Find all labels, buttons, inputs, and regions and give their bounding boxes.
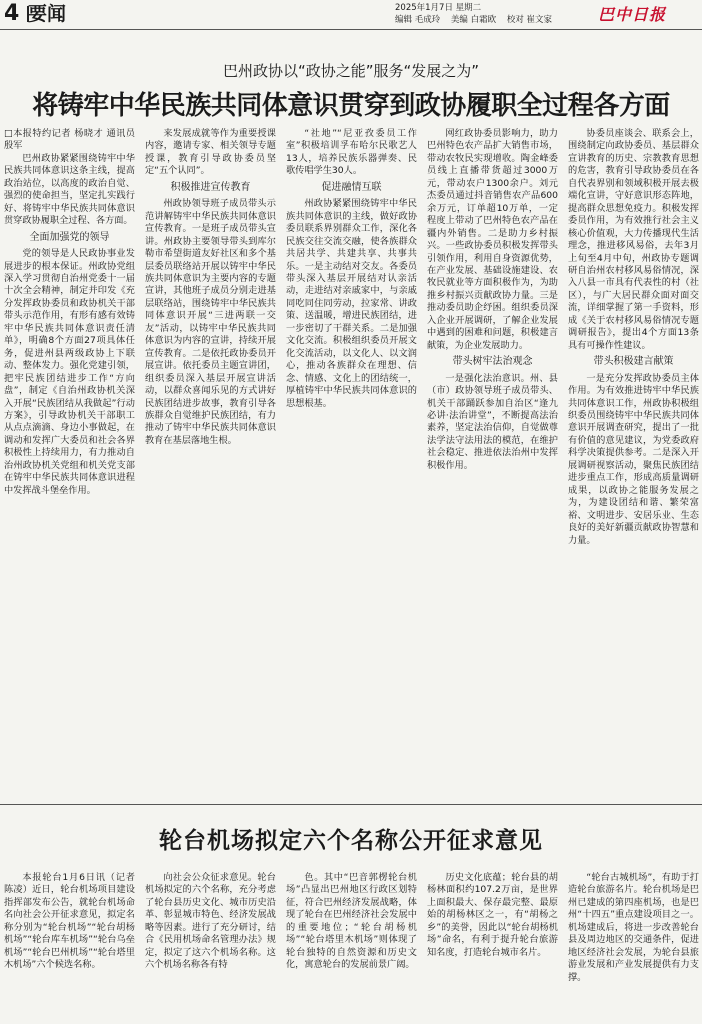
header-rule — [0, 29, 702, 30]
article-column — [427, 128, 558, 796]
section-subheading: 积极推进宣传教育 — [170, 181, 251, 193]
editor: 编辑 毛成玲 — [395, 15, 441, 25]
editor-credits — [395, 13, 560, 25]
article-column — [145, 128, 276, 796]
article-subtitle: 巴州政协以“政协之能”服务“发展之为” — [222, 62, 480, 80]
paragraph: 党的领导是人民政协事业发展进步的根本保证。州政协党组深入学习贯彻自治州党委十一届十次全会精神，制定并印发《充分发挥政协委员和政协机关干部带头示范作用，有形有感有效铸牢中华民族共同体意识责任清单》，明确8个方面27项具体任务，促进州县两级政协上下联动、整体发力。强化党建引领，把牢民族团结进步工作“方向盘”，制定《自治州政协机关深入开展“民族团结从我做起”行动方案》，引导政协机关干部职工从点点滴滴、身边小事做起，在调动和发挥广大委员和社会各界积极性上持续用力，有力推动自治州政协机关党组和机关党支部在铸牢中华民族共同体意识进程中发挥战斗堡垒作用。 — [4, 248, 135, 496]
article2-column — [286, 872, 417, 1022]
paragraph: 网红政协委员影响力，助力巴州特色农产品扩大销售市场，带动农牧民实现增收。陶金峰委员线上直播带货超过3000万元，带动农户1300余户。刘元杰委员通过抖音销售农产品600余万元，订单超10万单，一定程度上带动了巴州特色农产品在疆内外销售。二是助力乡村振兴。一些政协委员积极发挥带头引领作用，利用自身资源优势，在产业发展、基础设施建设、农牧民就业等方面积极作为，为助推乡村振兴贡献政协力量。三是推动委员助企纾困。组织委员深入企业开展调研，了解企业发展中遇到的困难和问题，积极建言献策，为企业发展助力。 — [427, 128, 558, 351]
newspaper-masthead: 巴中日报 — [598, 5, 667, 24]
section-subheading: 带头树牢法治观念 — [452, 356, 533, 368]
paragraph: 协委员座谈会、联系会上，围绕制定向政协委员、基层群众宣讲教育的历史、宗教教育思想的危害，教育引导政协委员在各自代表界别和领域积极开展去极端化宣讲，守好意识形态阵地，提高群众思想免疫力。积极发挥委员作用，为有效推行社会主义核心价值观，大力传播现代生活理念，推进移风易俗，去年3月上旬至4月中旬，州政协专题调研自治州农村移风易俗情况，深入八县一市具有代表性的村（社区），与广大居民群众面对面交流，详细掌握了第一手资料，形成《关于农村移风易俗情况专题调研报告》，提出4个方面13条具有可操作性建议。 — [568, 128, 699, 351]
paragraph: 本报轮台1月6日讯（记者 陈凌）近日，轮台机场项目建设指挥部发布公告，就轮台机场命名向社会公开征求意见，拟定名称分别为“轮台机场”“轮台胡杨机场”“轮台库车机场”“轮台乌垒机场”“轮台巴州机场”“轮台塔里木机场”六个候选名称。 — [4, 872, 135, 971]
article-column — [4, 128, 135, 796]
proofreader: 校对 崔文家 — [506, 15, 553, 25]
section-subheading: 促进融情互联 — [321, 181, 382, 193]
article2-column — [4, 872, 135, 1022]
article-separator — [0, 804, 702, 805]
article2-column — [568, 872, 699, 1022]
article-byline: □本报特约记者 杨晓才 通讯员 殷军 — [4, 128, 135, 152]
paragraph: 来发展成就等作为重要授课内容，邀请专家、相关领导专题授课，教育引导政协委员坚定“五个认同”。 — [145, 128, 276, 177]
page-header — [0, 0, 702, 28]
article-column — [286, 128, 417, 796]
paragraph: 一是充分发挥政协委员主体作用。为有效推进铸牢中华民族共同体意识工作，州政协积极组织委员围绕铸牢中华民族共同体意识开展调查研究，提出了一批有价值的意见建议，为党委政府科学决策提供参考。二是深入开展调研视察活动，聚焦民族团结进步重点工作，形成高质量调研成果，以政协之能服务发展之为，为建设团结和谐、繁荣富裕、文明进步、安居乐业、生态良好的美好新疆贡献政协智慧和力量。 — [568, 372, 699, 546]
issue-date: 2025年1月7日 星期二 — [395, 3, 482, 13]
section-subheading: 带头积极建言献策 — [593, 356, 674, 368]
article2-headline: 轮台机场拟定六个名称公开征求意见 — [159, 828, 543, 854]
article2-body — [4, 872, 700, 1022]
paragraph: 历史文化底蕴；轮台县的胡杨林面积约107.2万亩，是世界上面积最大、保存最完整、最原始的胡杨林区之一，有“胡杨之乡”的美誉，因此以“轮台胡杨机场”命名，有利于提升轮台旅游知名度，打造轮台城市名片。 — [427, 872, 558, 958]
paragraph: 一是强化法治意识。州、县（市）政协领导班子成员带头、机关干部踊跃参加自治区“逢九必讲·法治讲堂”，不断提高法治素养，坚定法治信仰，自觉做尊法学法守法用法的模范，在维护社会稳定、推进依法治州中发挥积极作用。 — [427, 372, 558, 471]
section-subheading: 全面加强党的领导 — [29, 231, 110, 243]
paragraph: 向社会公众征求意见。轮台机场拟定的六个名称，充分考虑了轮台县历史文化、城市历史沿革、彰显城市特色、经济发展战略等因素。进行了充分研讨，结合《民用机场命名管理办法》规定，拟定了这六个机场名称。这六个机场名称各有特 — [145, 872, 276, 971]
paragraph: 色。其中“巴音郭楞轮台机场”凸显出巴州地区行政区划特征，符合巴州经济发展战略，体现了轮台在巴州经济社会发展中的重要地位；“轮台胡杨机场”“轮台塔里木机场”则体现了轮台独特的自然资源和历史文化，寓意轮台的发展前景广阔。 — [286, 872, 417, 971]
article-column — [568, 128, 699, 796]
article2-column — [427, 872, 558, 1022]
designer: 美编 白霜欧 — [450, 15, 497, 25]
paragraph: “轮台古城机场”，有助于打造轮台旅游名片。轮台机场是巴州已建成的第四座机场，也是巴州“十四五”重点建设项目之一。机场建成后，将进一步改善轮台县及周边地区的交通条件，促进地区经济社会发展，为轮台县旅游业发展和产业发展提供有力支撑。 — [568, 872, 699, 983]
paragraph: “社地”“尼亚孜委员工作室”积极培训孚布哈尔民歌艺人13人，培养民族乐器弹奏、民歌传唱学生30人。 — [286, 128, 417, 177]
article-headline: 将铸牢中华民族共同体意识贯穿到政协履职全过程各方面 — [32, 91, 670, 121]
paragraph: 州政协领导班子成员带头示范讲解铸牢中华民族共同体意识宣传教育。一是班子成员带头宣讲。州政协主要领导带头到库尔勒市希望街道友好社区和多个基层委员联络站开展以铸牢中华民族共同体意识为主要内容的专题宣讲，其他班子成员分别走进基层联络站，围绕铸牢中华民族共同体意识开展“三进两联一交友”活动，以铸牢中华民族共同体意识为内容的宣讲，持续开展宣传教育。二是依托政协委员开展宣讲。依托委员主题宣讲团，组织委员深入基层开展宣讲活动，以群众喜闻乐见的方式讲好民族团结进步故事，教育引导各族群众自觉维护民族团结，有力推动了铸牢中华民族共同体意识教育在基层落地生根。 — [145, 198, 276, 446]
section-name: 要闻 — [28, 3, 67, 25]
paragraph: 巴州政协紧紧围绕铸牢中华民族共同体意识这条主线，提高政治站位，以高度的政治自觉、强烈的使命担当，坚定扎实践行好、将铸牢中华民族共同体意识贯穿政协履职全过程、各方面。 — [4, 152, 135, 227]
article2-column — [145, 872, 276, 1022]
paragraph: 州政协紧紧围绕铸牢中华民族共同体意识的主线，做好政协委员联系界别群众工作，深化各民族交往交流交融，使各族群众共居共学、共建共享、共事共乐。一是主动结对交友。各委员带头深入基层开展结对认亲活动，走进结对亲戚家中，与亲戚同吃同住同劳动，拉家常、讲政策、送温暖，增进民族团结，进一步密切了干群关系。二是加强文化交流。积极组织委员开展文化交流活动，以文化人、以文润心，推动各族群众在理想、信念、情感、文化上的团结统一，厚植铸牢中华民族共同体意识的思想根基。 — [286, 198, 417, 409]
article-body — [4, 128, 700, 796]
page-number: 4 — [4, 1, 20, 26]
